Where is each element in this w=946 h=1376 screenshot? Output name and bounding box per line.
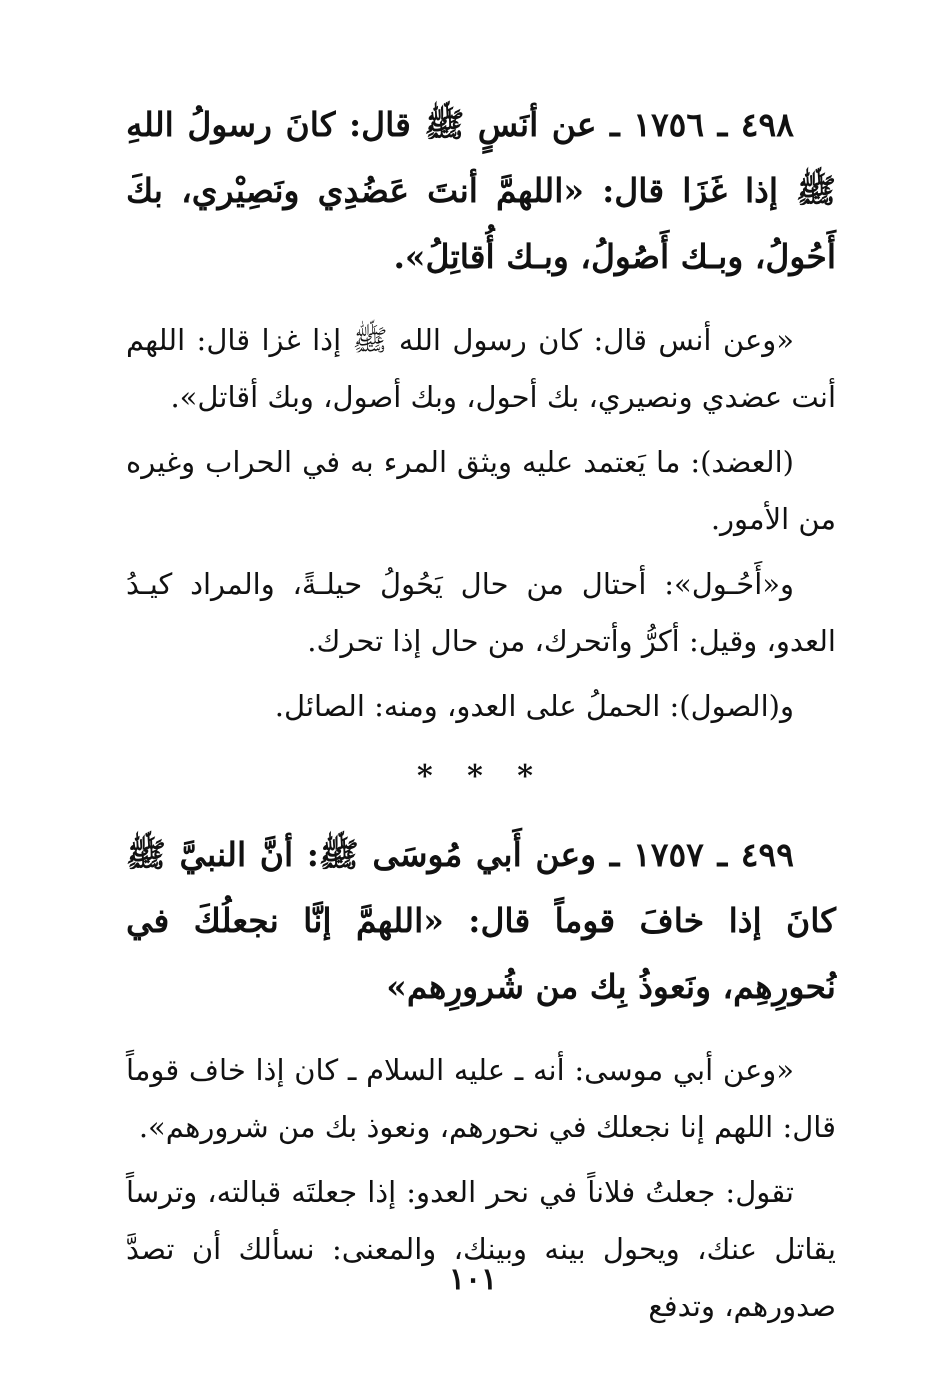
commentary-498-definition-ahul: و«أَحُـول»: أحتال من حال يَحُولُ حيلـةً، والمراد كيـدُ العدو، وقيل: أكرُّ وأتحرك، من حال إذا تحرك. [126,567,836,658]
commentary-499-paragraph-2: تقول: جعلتُ فلاناً في نحر العدو: إذا جعلتَه قبالته، وترساً يقاتل عنك، ويحول بينه وبينك، والمعنى: نسألك أن تصدَّ صدورهم، وتدفع [126,1175,836,1323]
page-number: ١٠١ [448,1262,498,1297]
hadith-499-text: ٤٩٩ ـ ١٧٥٧ ـ وعن أَبي مُوسَى ﷺ: أنَّ النبيَّ ﷺ كانَ إذا خافَ قوماً قال: «اللهمَّ إنَّا نجعلُكَ في نُحورِهِم، ونَعوذُ بِك من شُرورِهم» [126,835,836,1006]
commentary-498-paragraph-1: «وعن أنس قال: كان رسول الله ﷺ إذا غزا قال: اللهم أنت عضدي ونصيري، بك أحول، وبك أصول، وبك أقاتل». [126,323,836,414]
commentary-499-paragraph-1: «وعن أبي موسى: أنه ـ عليه السلام ـ كان إذا خاف قوماً قال: اللهم إنا نجعلك في نحورهم، ونعوذ بك من شرورهم». [126,1053,836,1144]
section-separator: * * * [417,759,545,794]
commentary-498-definition-adud: (العضد): ما يَعتمد عليه ويثق المرء به في الحراب وغيره من الأمور. [126,445,836,536]
hadith-498-text: ٤٩٨ ـ ١٧٥٦ ـ عن أنَسٍ ﷺ قال: كانَ رسولُ اللهِ ﷺ إذا غَزَا قال: «اللهمَّ أنتَ عَضُدِي ونَصِيْري، بكَ أَحُولُ، وبـك أَصُولُ، وبـك أُقاتِلُ». [126,105,836,276]
commentary-498-definition-sawl: و(الصول): الحملُ على العدو، ومنه: الصائل. [274,689,794,723]
